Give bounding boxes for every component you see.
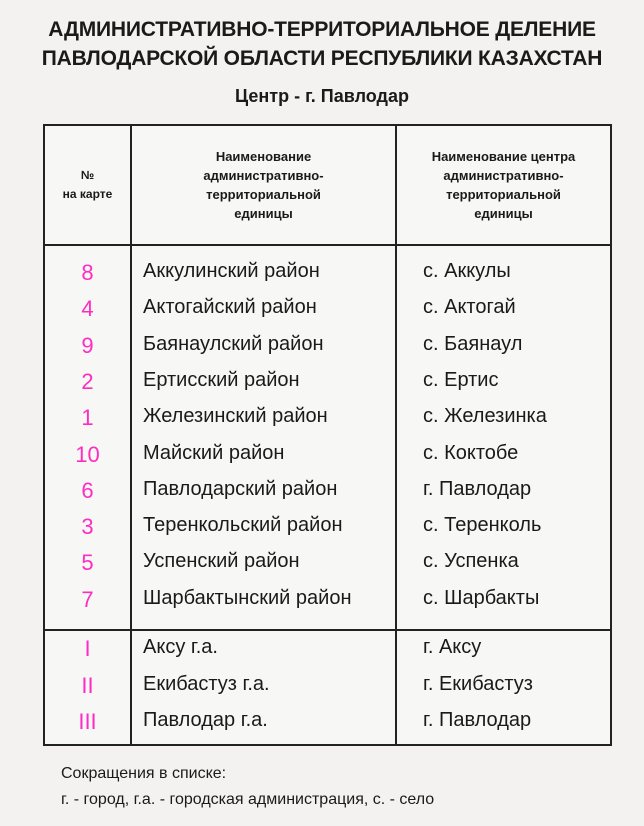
section-divider [45, 629, 610, 631]
map-number: 3 [81, 514, 94, 540]
map-number: II [81, 672, 94, 698]
center-name: с. Ертис [423, 368, 499, 391]
header-center-name: Наименование центра административно- территориальной единицы [431, 149, 576, 221]
center-name: с. Баянаул [423, 332, 523, 355]
center-name: с. Железинка [423, 405, 547, 428]
center-name: с. Коктобе [423, 441, 519, 464]
map-number: 2 [81, 368, 94, 394]
unit-name: Баянаулский район [143, 332, 324, 355]
map-number: 4 [81, 296, 94, 322]
map-number: 5 [81, 550, 94, 576]
unit-name: Аккулинский район [143, 260, 320, 282]
center-name: г. Павлодар [423, 477, 532, 500]
header-unit-name: Наименование административно- территориальной единицы [203, 149, 324, 221]
header-divider [45, 244, 610, 246]
title-line-2: ПАВЛОДАРСКОЙ ОБЛАСТИ РЕСПУБЛИКИ КАЗАХСТАН [41, 47, 603, 70]
map-number: 10 [75, 441, 100, 467]
center-name: с. Шарбакты [423, 586, 540, 609]
map-number: 8 [81, 260, 94, 285]
footnote-abbreviations: г. - город, г.а. - городская администрация, с. - село [61, 791, 435, 808]
unit-name: Актогайский район [143, 296, 317, 319]
unit-name: Майский район [143, 441, 285, 464]
unit-name: Павлодар г.а. [143, 709, 268, 731]
center-name: г. Аксу [423, 636, 482, 658]
unit-name: Успенский район [143, 550, 300, 573]
map-number: 9 [81, 332, 94, 358]
center-name: с. Актогай [423, 296, 516, 319]
center-name: с. Теренколь [423, 514, 542, 537]
unit-name: Ертисский район [143, 368, 300, 391]
division-table [43, 124, 612, 746]
unit-name: Железинский район [143, 405, 328, 428]
map-number: I [84, 636, 91, 661]
header-map-number: № на карте [62, 168, 113, 201]
center-name: г. Екибастуз [423, 672, 533, 695]
center-name: г. Павлодар [423, 709, 532, 731]
title-line-1: АДМИНИСТРАТИВНО-ТЕРРИТОРИАЛЬНОЕ ДЕЛЕНИЕ [48, 18, 596, 41]
unit-name: Теренкольский район [143, 514, 343, 537]
unit-name: Екибастуз г.а. [143, 672, 270, 695]
unit-name: Шарбактынский район [143, 586, 352, 609]
unit-name: Павлодарский район [143, 477, 338, 500]
map-number: III [78, 709, 97, 734]
center-name: с. Успенка [423, 550, 519, 573]
map-number: 1 [81, 405, 94, 431]
map-number: 7 [81, 586, 94, 612]
unit-name: Аксу г.а. [143, 636, 218, 658]
map-number: 6 [81, 477, 94, 503]
subtitle: Центр - г. Павлодар [235, 86, 409, 106]
center-name: с. Аккулы [423, 260, 511, 282]
footnote-title: Сокращения в списке: [61, 765, 227, 782]
